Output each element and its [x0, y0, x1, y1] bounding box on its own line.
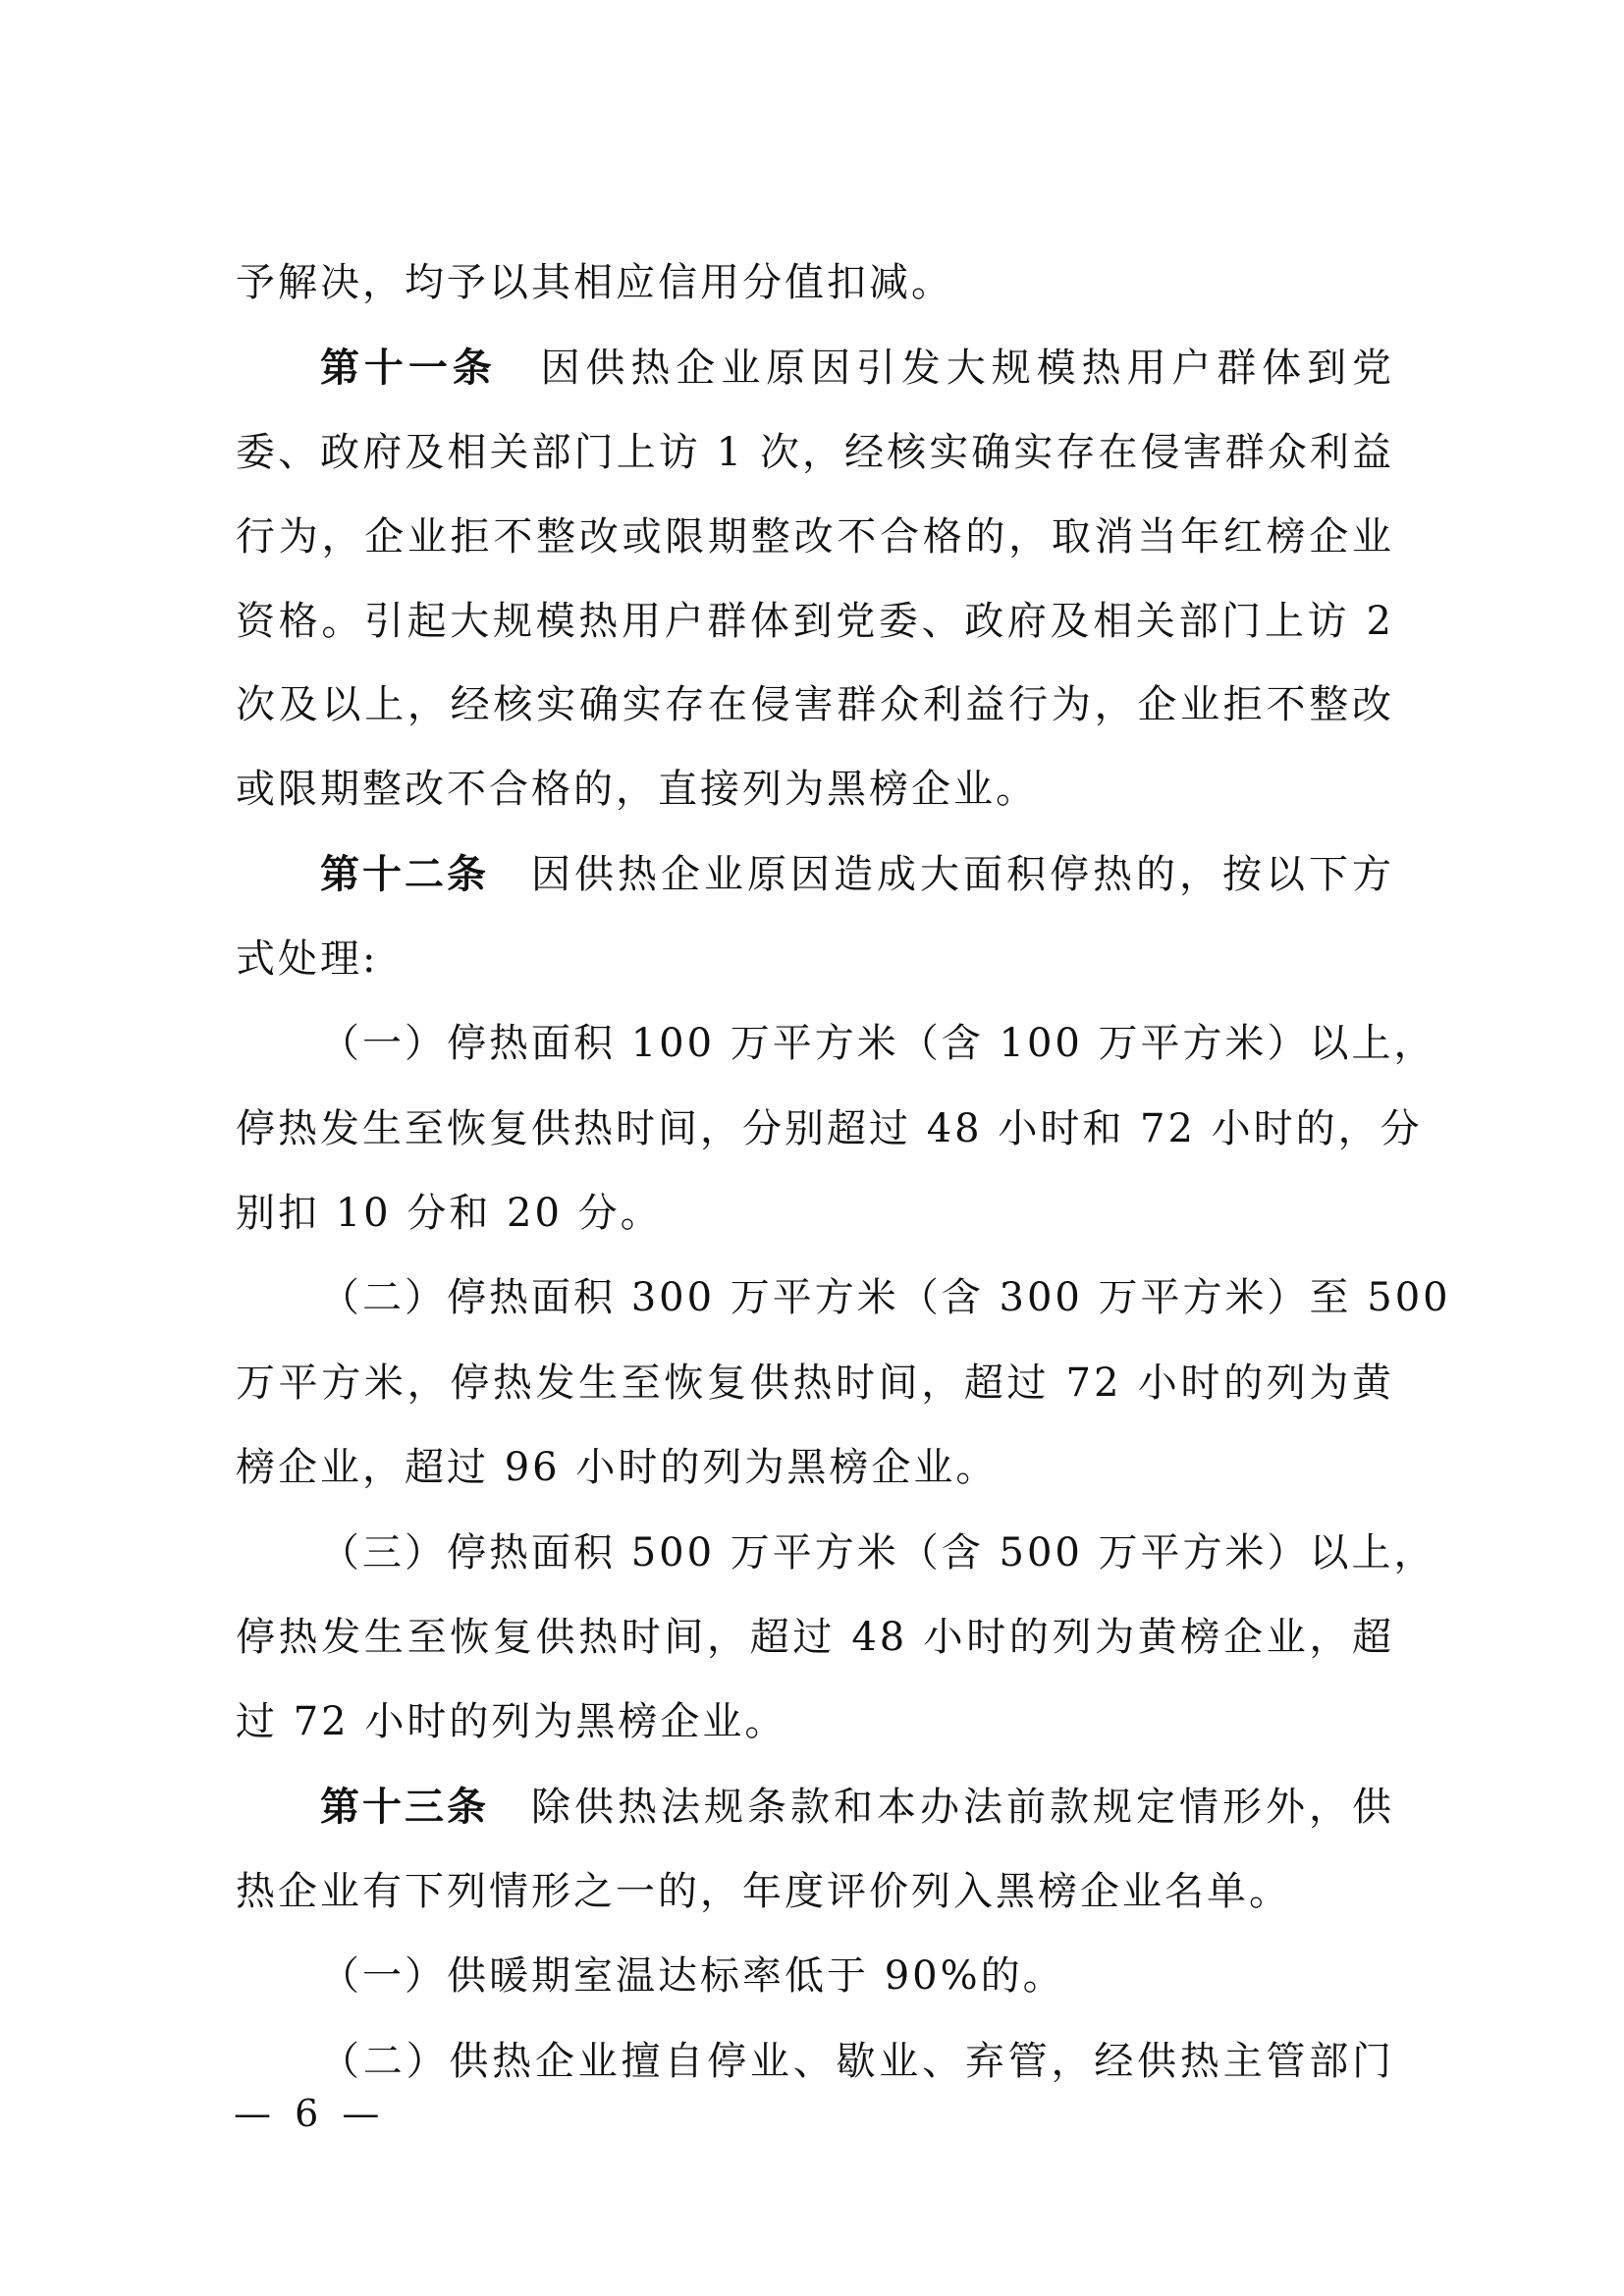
paragraph-line — [236, 496, 1394, 578]
article-thirteen-line-1 — [236, 1766, 1394, 1848]
paragraph-line — [236, 1426, 1394, 1509]
article-thirteen-heading: 第十三条 — [320, 1785, 489, 1830]
line-text: 别扣 10 分和 20 分。 — [236, 1191, 663, 1236]
article-eleven-heading: 第十一条 — [320, 346, 497, 391]
line-text: 或限期整改不合格的，直接列为黑榜企业。 — [236, 767, 1038, 812]
clause-three-line — [236, 1512, 1436, 1594]
paragraph-line — [236, 748, 1394, 830]
line-text: 资格。引起大规模热用户群体到党委、政府及相关部门上访 2 — [236, 599, 1394, 644]
paragraph-line — [236, 411, 1394, 494]
line-text: 榜企业，超过 96 小时的列为黑榜企业。 — [236, 1445, 999, 1490]
line-text: 因供热企业原因引发大规模热用户群体到党 — [537, 346, 1395, 391]
line-text: 除供热法规条款和本办法前款规定情形外，供 — [530, 1785, 1394, 1830]
clause-two-line — [236, 1256, 1451, 1339]
article-twelve-heading: 第十二条 — [320, 852, 489, 897]
paragraph-line — [236, 918, 1394, 1000]
line-text: （二）供热企业擅自停业、歇业、弃管，经供热主管部门 — [320, 2039, 1394, 2084]
paragraph-line — [236, 580, 1394, 663]
paragraph-line — [236, 241, 1394, 324]
line-text: 因供热企业原因造成大面积停热的，按以下方 — [530, 852, 1394, 897]
line-text: 行为，企业拒不整改或限期整改不合格的，取消当年红榜企业 — [236, 514, 1394, 560]
line-text: 式处理: — [236, 936, 379, 982]
clause-one-line — [236, 1935, 1394, 2017]
paragraph-line — [236, 1850, 1394, 1933]
line-text: 万平方米，停热发生至恢复供热时间，超过 72 小时的列为黄 — [236, 1361, 1394, 1406]
line-text: （三）停热面积 500 万平方米（含 500 万平方米）以上， — [320, 1530, 1436, 1575]
line-text: 停热发生至恢复供热时间，超过 48 小时的列为黄榜企业，超 — [236, 1615, 1394, 1660]
clause-two-line — [236, 2020, 1394, 2103]
line-text: 热企业有下列情形之一的，年度评价列入黑榜企业名单。 — [236, 1869, 1291, 1914]
clause-one-line — [236, 1002, 1436, 1085]
line-text: 过 72 小时的列为黑榜企业。 — [236, 1699, 787, 1744]
line-text: （一）停热面积 100 万平方米（含 100 万平方米）以上， — [320, 1021, 1436, 1066]
page-number: — 6 — — [234, 2092, 386, 2135]
paragraph-line — [236, 1681, 1394, 1763]
paragraph-line — [236, 1342, 1394, 1424]
paragraph-line — [236, 1596, 1394, 1679]
paragraph-line — [236, 1172, 1394, 1255]
article-twelve-line-1 — [236, 833, 1394, 916]
line-text: （二）停热面积 300 万平方米（含 300 万平方米）至 500 — [320, 1275, 1451, 1320]
line-text: 次及以上，经核实确实存在侵害群众利益行为，企业拒不整改 — [236, 682, 1394, 727]
paragraph-line — [236, 664, 1394, 746]
line-text: 委、政府及相关部门上访 1 次，经核实确实存在侵害群众利益 — [236, 430, 1394, 475]
line-text: 予解决，均予以其相应信用分值扣减。 — [236, 260, 953, 305]
paragraph-line — [236, 1088, 1423, 1170]
line-text: （一）供暖期室温达标率低于 90%的。 — [320, 1953, 1065, 1999]
line-text: 停热发生至恢复供热时间，分别超过 48 小时和 72 小时的，分 — [236, 1106, 1423, 1151]
article-eleven-line-1 — [236, 327, 1394, 409]
